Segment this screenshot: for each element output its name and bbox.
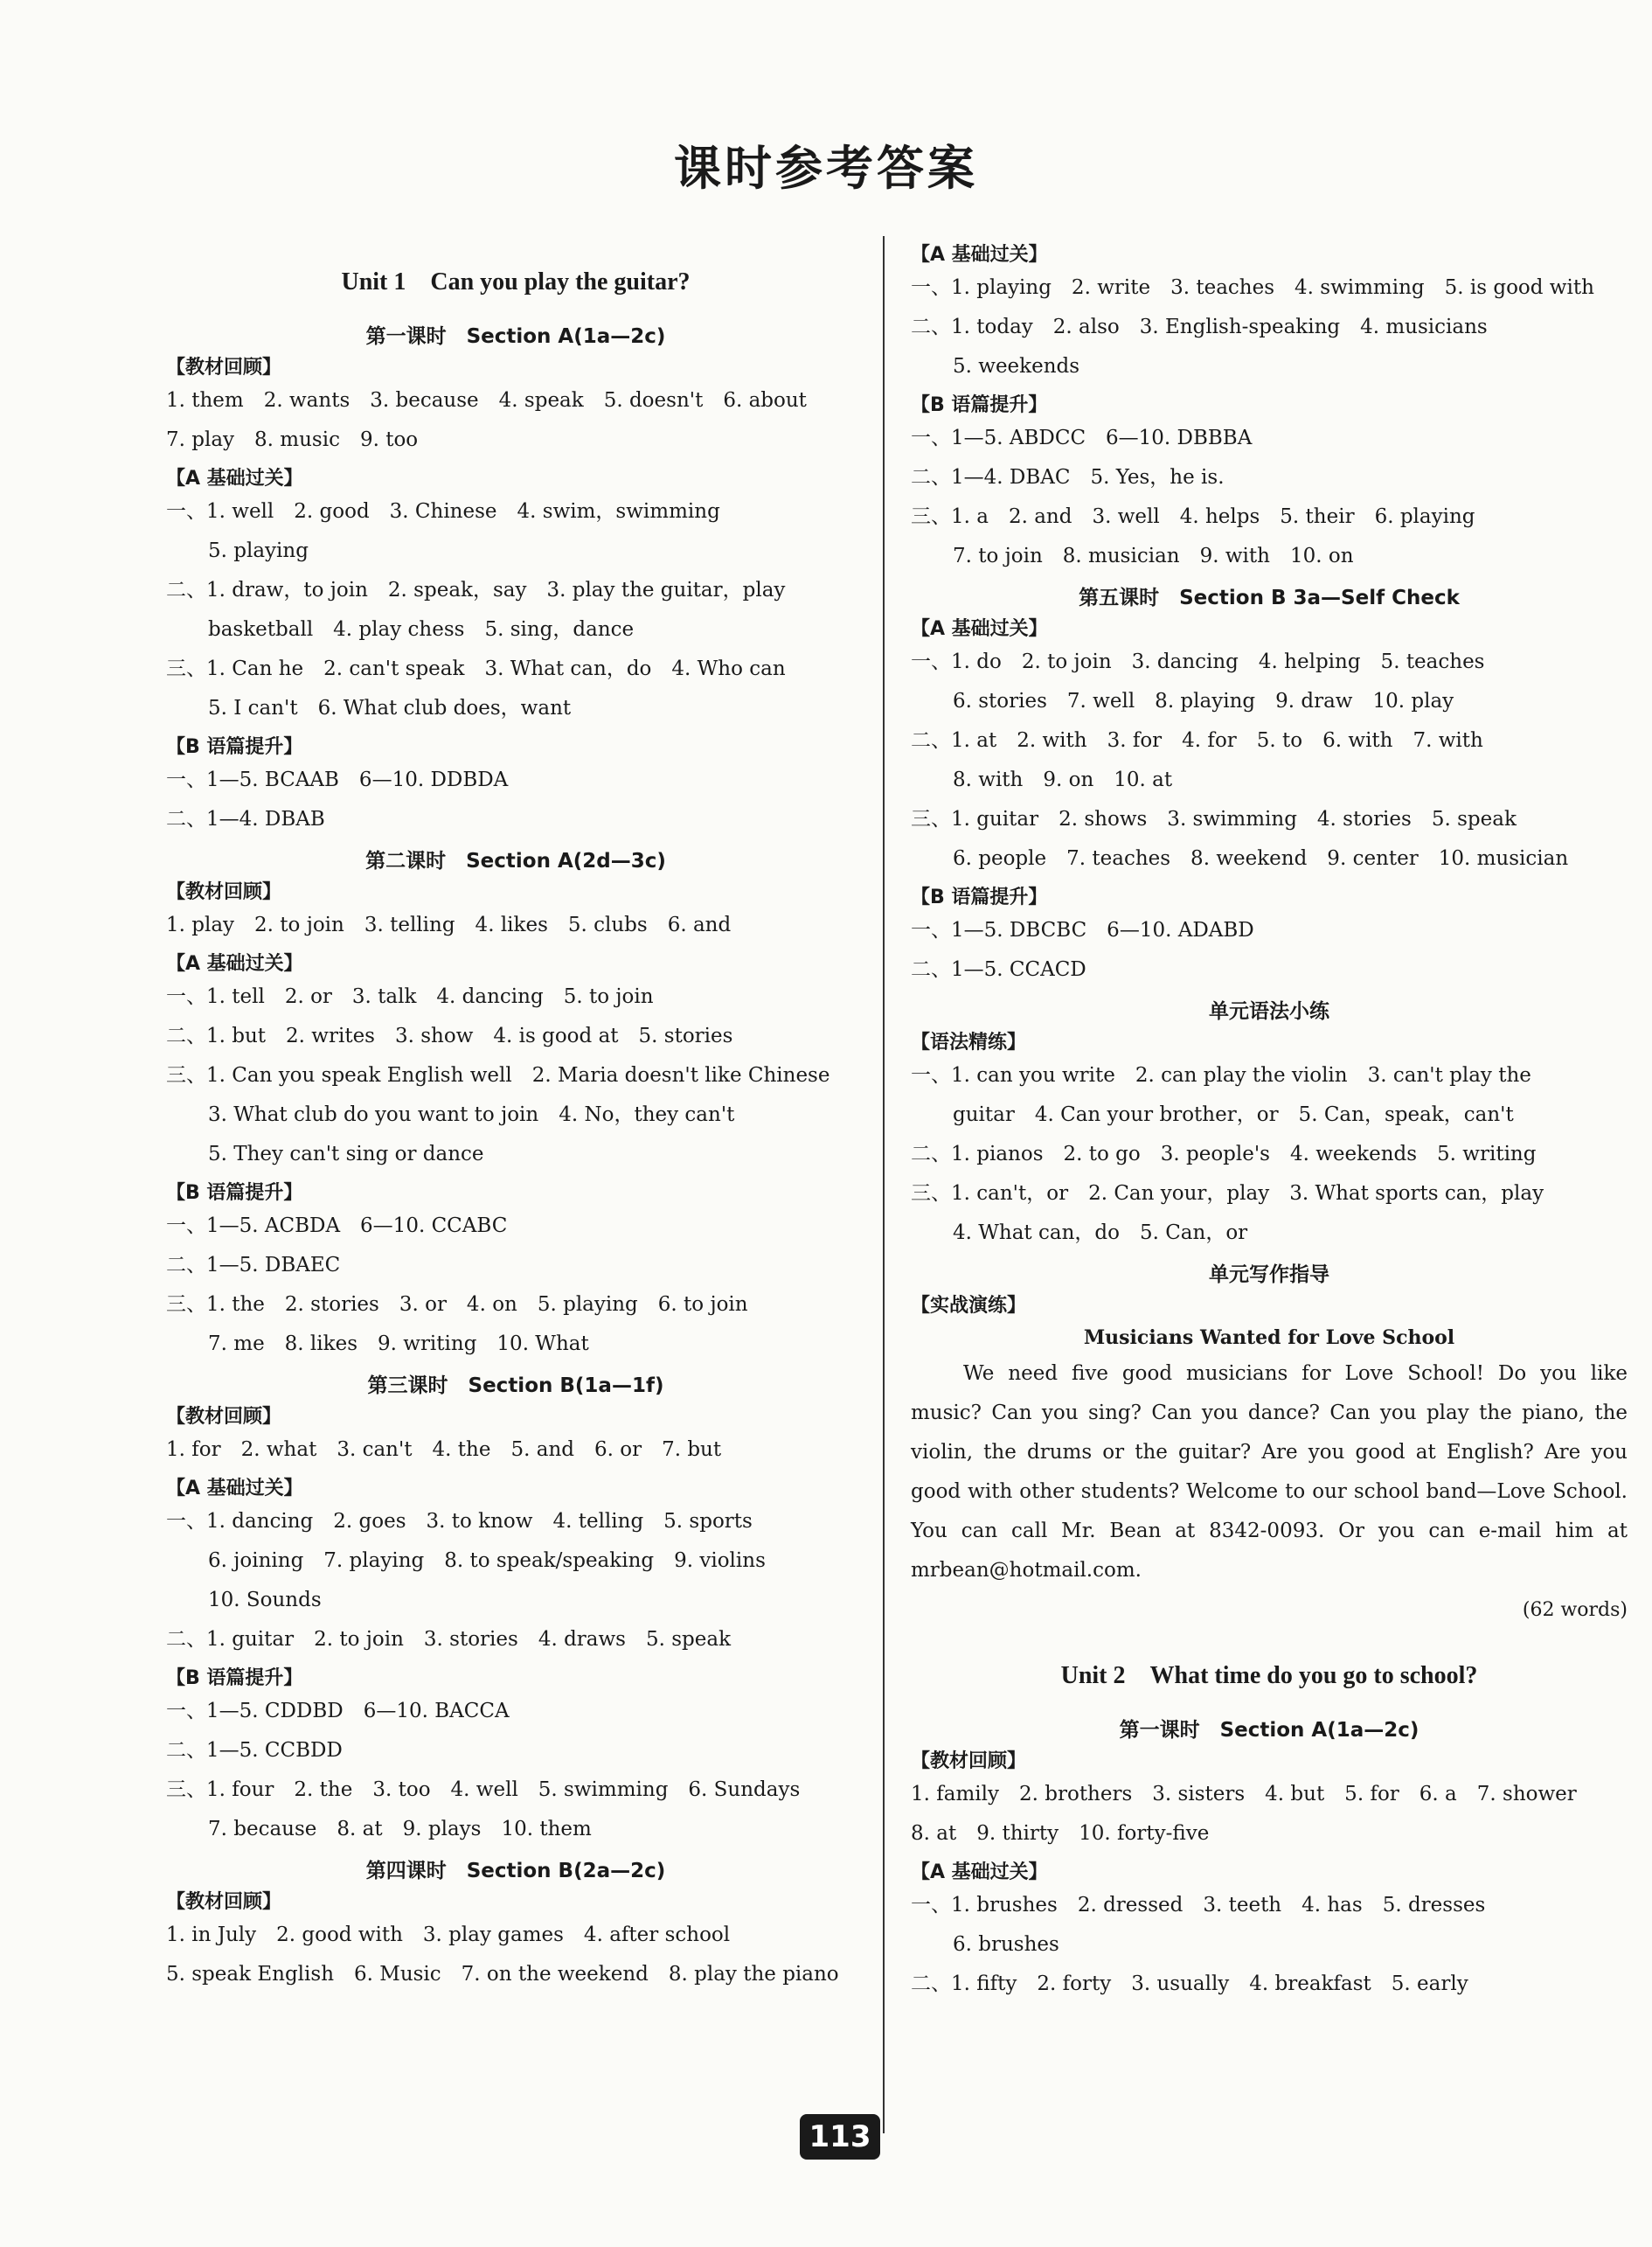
answer-line: 5. speak English 6. Music 7. on the weekend 8. play the piano [166, 1963, 839, 1986]
answer-line: 二、1. at 2. with 3. for 4. for 5. to 6. with 7. with [911, 729, 1483, 752]
section-tag: 【教材回顾】 [166, 1891, 282, 1913]
section-tag: 【教材回顾】 [166, 1406, 282, 1428]
answer-line: 二、1. today 2. also 3. English-speaking 4. musicians [911, 316, 1488, 338]
answer-line: 二、1. draw，to join 2. speak，say 3. play the guitar，play [166, 579, 786, 602]
answer-line: 一、1. dancing 2. goes 3. to know 4. telling 5. sports [166, 1510, 753, 1533]
answer-line: 5. I can't 6. What club does，want [208, 697, 572, 720]
answer-line: 一、1. well 2. good 3. Chinese 4. swim，swimming [166, 500, 720, 523]
lesson-heading: 单元语法小练 [1209, 1000, 1329, 1023]
answer-line: 一、1—5. DBCBC 6—10. ADABD [911, 919, 1254, 942]
answer-line: 4. What can，do 5. Can，or [953, 1221, 1248, 1244]
section-tag: 【B 语篇提升】 [166, 736, 303, 758]
answer-line: 1. for 2. what 3. can't 4. the 5. and 6. or 7. but [166, 1438, 722, 1461]
section-tag: 【B 语篇提升】 [166, 1182, 303, 1204]
lesson-heading: 第四课时 Section B(2a—2c) [365, 1860, 666, 1882]
answer-line: 8. at 9. thirty 10. forty-five [911, 1822, 1210, 1845]
page-title: 课时参考答案 [674, 141, 978, 196]
answer-line: 一、1—5. BCAAB 6—10. DDBDA [166, 769, 509, 791]
unit-2-answers [911, 1714, 1628, 2004]
answer-line: guitar 4. Can your brother，or 5. Can，speak，can't [953, 1103, 1514, 1126]
answer-line: 二、1—4. DBAB [166, 808, 325, 831]
section-tag: 【教材回顾】 [166, 881, 282, 903]
answer-line: 6. people 7. teaches 8. weekend 9. center 10. musician [953, 847, 1569, 870]
answer-line: 三、1. Can you speak English well 2. Maria doesn't like Chinese [166, 1064, 830, 1087]
lesson-heading: 单元写作指导 [1209, 1263, 1329, 1286]
answer-line: 3. What club do you want to join 4. No，they can't [208, 1103, 735, 1126]
left-column [166, 236, 865, 1994]
lesson-heading: 第五课时 Section B 3a—Self Check [1079, 587, 1460, 609]
section-tag: 【教材回顾】 [166, 357, 282, 379]
right-column [883, 236, 1628, 2133]
lesson-heading: 第一课时 Section A(1a—2c) [365, 325, 666, 348]
answer-line: 一、1—5. CDDBD 6—10. BACCA [166, 1700, 510, 1722]
answer-line: 6. joining 7. playing 8. to speak/speaking 9. violins [208, 1549, 766, 1572]
answer-line: 三、1. the 2. stories 3. or 4. on 5. playing 6. to join [166, 1293, 748, 1316]
word-count: (62 words) [1522, 1599, 1628, 1621]
answer-line: 5. They can't sing or dance [208, 1143, 484, 1165]
answer-line: 三、1. four 2. the 3. too 4. well 5. swimming 6. Sundays [166, 1778, 801, 1801]
section-tag: 【B 语篇提升】 [911, 394, 1048, 416]
answer-line: 二、1—4. DBAC 5. Yes，he is. [911, 466, 1225, 489]
section-tag: 【A 基础过关】 [166, 953, 303, 975]
answer-line: 一、1. brushes 2. dressed 3. teeth 4. has 5. dresses [911, 1894, 1486, 1917]
answer-line: 三、1. can't，or 2. Can your，play 3. What sports can，play [911, 1182, 1544, 1205]
answer-line: 7. me 8. likes 9. writing 10. What [208, 1332, 589, 1355]
section-tag: 【A 基础过关】 [911, 244, 1048, 266]
answer-line: 三、1. guitar 2. shows 3. swimming 4. stories 5. speak [911, 808, 1517, 831]
answer-line: 二、1. but 2. writes 3. show 4. is good at 5. stories [166, 1025, 733, 1047]
answer-line: 二、1—5. CCBDD [166, 1739, 343, 1762]
answer-line: 7. play 8. music 9. too [166, 428, 419, 451]
unit-1-title: Unit 1 Can you play the guitar? [341, 268, 691, 296]
answer-line: 5. playing [208, 539, 309, 562]
left-answers [166, 320, 865, 1994]
answer-line: 一、1. do 2. to join 3. dancing 4. helping 5. teaches [911, 650, 1485, 673]
lesson-heading: 第三课时 Section B(1a—1f) [367, 1374, 664, 1397]
section-tag: 【教材回顾】 [911, 1750, 1027, 1772]
answer-line: 三、1. Can he 2. can't speak 3. What can，do 4. Who can [166, 657, 786, 680]
answer-line: 一、1—5. ACBDA 6—10. CCABC [166, 1214, 508, 1237]
essay-paragraph: We need five good musicians for Love School! Do you like music? Can you sing? Can you dance? Can you play the piano, the violin, the drums or the guitar? Are you good at English? Are you good with other students? Welcome to our school band—Love School. You can call Mr. Bean at 8342-0093. Or you can e-mail him at mrbean@hotmail.com. [911, 1362, 1628, 1582]
answer-line: 6. brushes [953, 1933, 1059, 1956]
section-tag: 【A 基础过关】 [166, 1478, 303, 1499]
answer-line: 二、1. pianos 2. to go 3. people's 4. weekends 5. writing [911, 1143, 1537, 1165]
lesson-heading: 第二课时 Section A(2d—3c) [365, 850, 666, 873]
answer-line: 6. stories 7. well 8. playing 9. draw 10. play [953, 690, 1454, 713]
answer-line: 8. with 9. on 10. at [953, 769, 1173, 791]
right-answers [911, 240, 1628, 1318]
essay-title: Musicians Wanted for Love School [1083, 1326, 1455, 1349]
answer-line: 一、1. can you write 2. can play the violin 3. can't play the [911, 1064, 1531, 1087]
answer-line: 二、1—5. DBAEC [166, 1254, 341, 1277]
answer-line: 1. them 2. wants 3. because 4. speak 5. doesn't 6. about [166, 389, 807, 412]
answer-line: 一、1—5. ABDCC 6—10. DBBBA [911, 427, 1253, 449]
answer-line: 5. weekends [953, 355, 1080, 378]
answer-line: 1. play 2. to join 3. telling 4. likes 5. clubs 6. and [166, 914, 732, 936]
answer-line: 一、1. tell 2. or 3. talk 4. dancing 5. to join [166, 985, 654, 1008]
answer-line: basketball 4. play chess 5. sing，dance [208, 618, 635, 641]
section-tag: 【A 基础过关】 [166, 468, 303, 490]
answer-line: 7. because 8. at 9. plays 10. them [208, 1818, 592, 1840]
page-number: 113 [800, 2114, 880, 2160]
section-tag: 【A 基础过关】 [911, 618, 1048, 640]
lesson-heading: 第一课时 Section A(1a—2c) [1119, 1719, 1419, 1742]
section-tag: 【语法精练】 [911, 1032, 1027, 1054]
answer-line: 二、1—5. CCACD [911, 958, 1086, 981]
answer-line: 一、1. playing 2. write 3. teaches 4. swimming 5. is good with [911, 276, 1594, 299]
section-tag: 【实战演练】 [911, 1295, 1027, 1317]
answer-line: 10. Sounds [208, 1589, 322, 1611]
answer-line: 7. to join 8. musician 9. with 10. on [953, 545, 1354, 567]
answer-line: 1. in July 2. good with 3. play games 4. after school [166, 1924, 731, 1946]
unit-2-title: Unit 2 What time do you go to school? [1060, 1662, 1478, 1689]
section-tag: 【B 语篇提升】 [911, 887, 1048, 908]
section-tag: 【A 基础过关】 [911, 1861, 1048, 1883]
answer-line: 二、1. fifty 2. forty 3. usually 4. breakfast 5. early [911, 1972, 1468, 1995]
answer-line: 三、1. a 2. and 3. well 4. helps 5. their 6. playing [911, 505, 1475, 528]
answer-line: 二、1. guitar 2. to join 3. stories 4. draws 5. speak [166, 1628, 732, 1651]
section-tag: 【B 语篇提升】 [166, 1667, 303, 1689]
answer-line: 1. family 2. brothers 3. sisters 4. but 5. for 6. a 7. shower [911, 1783, 1577, 1805]
